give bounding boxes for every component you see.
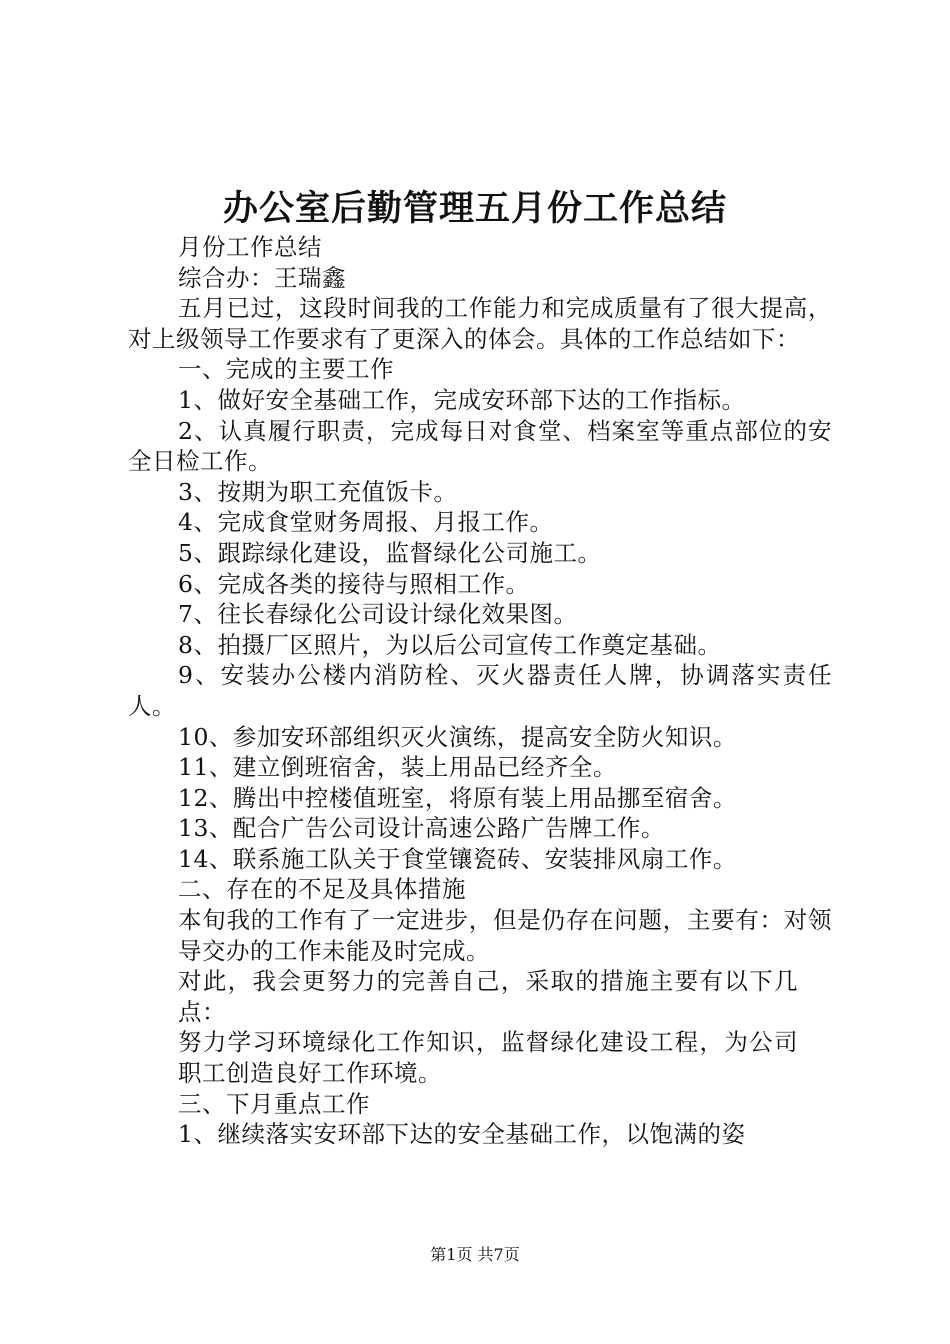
body-paragraph: 五月已过，这段时间我的工作能力和完成质量有了很大提高，对上级领导工作要求有了更深入的体会。具体的工作总结如下：: [128, 294, 832, 353]
body-paragraph: 12、腾出中控楼值班室，将原有装上用品挪至宿舍。: [178, 783, 737, 812]
body-paragraph: 综合办：王瑞鑫: [178, 263, 346, 292]
body-paragraph: 8、拍摄厂区照片，为以后公司宣传工作奠定基础。: [178, 630, 722, 659]
body-paragraph: 三、下月重点工作: [178, 1089, 370, 1118]
body-paragraph: 5、跟踪绿化建设，监督绿化公司施工。: [178, 538, 602, 567]
body-paragraph: 14、联系施工队关于食堂镶瓷砖、安装排风扇工作。: [178, 844, 737, 873]
document-title: 办公室后勤管理五月份工作总结: [222, 188, 727, 229]
page-footer: 第1页 共7页: [430, 1245, 520, 1264]
body-paragraph: 4、完成食堂财务周报、月报工作。: [178, 508, 554, 537]
body-paragraph: 本旬我的工作有了一定进步，但是仍存在问题，主要有：对领导交办的工作未能及时完成。: [178, 906, 832, 965]
body-paragraph: 2、认真履行职责，完成每日对食堂、档案室等重点部位的安全日检工作。: [128, 416, 832, 476]
body-paragraph: 3、按期为职工充值饭卡。: [178, 477, 458, 506]
body-paragraph: 13、配合广告公司设计高速公路广告牌工作。: [178, 814, 665, 843]
body-paragraph: 对此，我会更努力的完善自己，采取的措施主要有以下几点：: [178, 967, 798, 1026]
body-paragraph: 9、安装办公楼内消防栓、灭火器责任人牌，协调落实责任人。: [128, 661, 832, 720]
document-body: [128, 232, 832, 1150]
body-paragraph: 1、继续落实安环部下达的安全基础工作，以饱满的姿: [178, 1120, 746, 1149]
body-paragraph: 努力学习环境绿化工作知识，监督绿化建设工程，为公司职工创造良好工作环境。: [178, 1028, 798, 1088]
body-paragraph: 6、完成各类的接待与照相工作。: [178, 569, 530, 598]
body-paragraph: 1、做好安全基础工作，完成安环部下达的工作指标。: [178, 385, 746, 414]
body-paragraph: 一、完成的主要工作: [178, 355, 394, 384]
body-paragraph: 10、参加安环部组织灭火演练，提高安全防火知识。: [178, 722, 737, 751]
body-paragraph: 11、建立倒班宿舍，装上用品已经齐全。: [178, 753, 617, 782]
body-paragraph: 7、往长春绿化公司设计绿化效果图。: [178, 600, 578, 629]
body-paragraph: 二、存在的不足及具体措施: [178, 875, 466, 904]
body-paragraph: 月份工作总结: [178, 233, 322, 261]
